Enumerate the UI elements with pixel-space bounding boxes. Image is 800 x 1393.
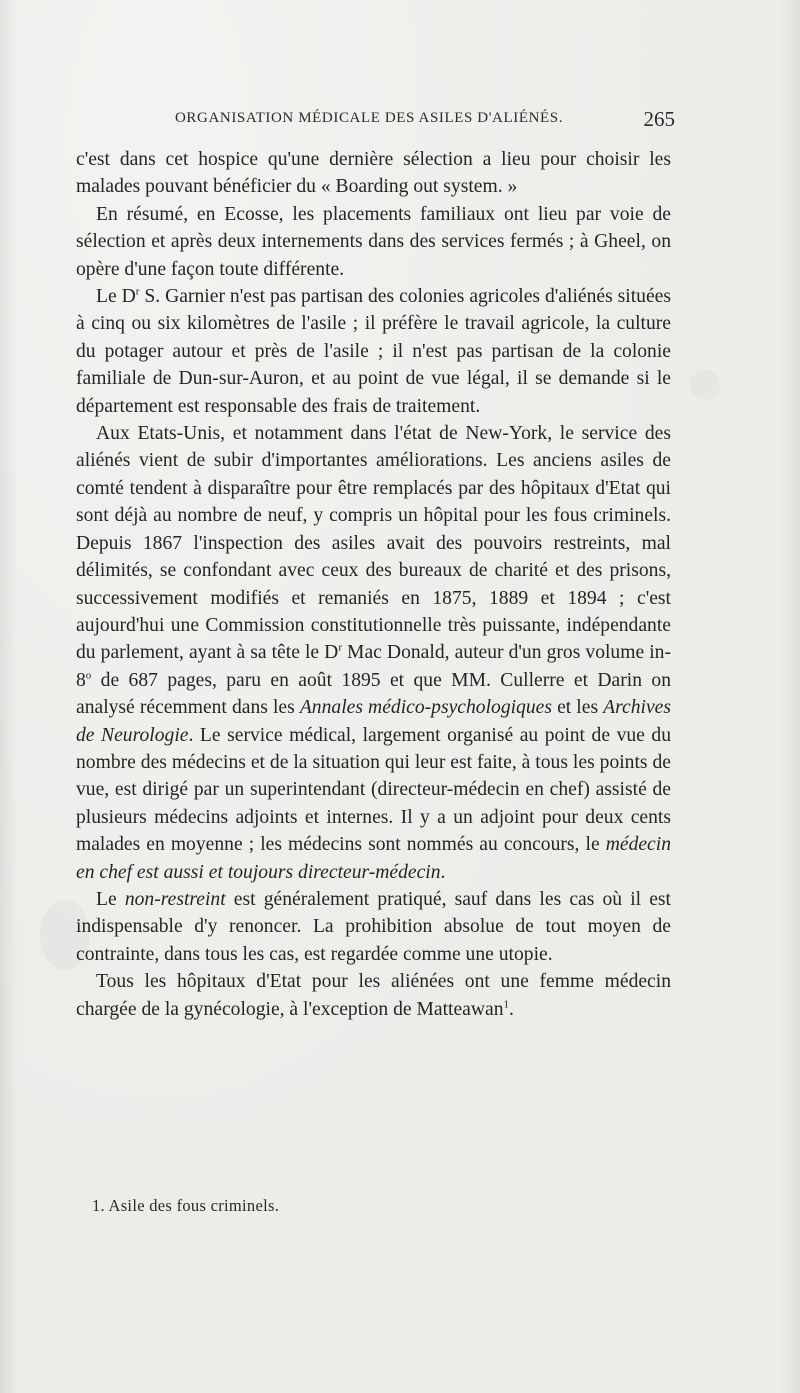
footnote-marker: 1. (92, 1196, 105, 1215)
paper-blemish (690, 370, 720, 400)
paragraph (76, 146, 671, 201)
text-run: Le D (96, 286, 136, 308)
text-run: c'est dans cet hospice qu'une dernière sélection a lieu pour choisir les malades pouvant bénéficier du « Boarding out system. » (76, 149, 671, 198)
text-run: . (440, 861, 446, 883)
text-run: Le (96, 888, 125, 910)
running-title: ORGANISATION MÉDICALE DES ASILES D'ALIÉNÉS. (175, 110, 564, 126)
superscript: r (135, 285, 140, 298)
text-run: Mac Donald, auteur d'un gros volume in-8 (76, 642, 671, 691)
text-run: . Le service médical, largement organisé au point de vue du nombre des médecins et de la situation qui leur est faite, à tous les points de vue, est dirigé par un superintendant (directeur-médecin en chef) assisté de plusieurs médecins adjoints et internes. Il y a un adjoint pour deux cents malades en moyenne ; les médecins sont nommés au concours, le (76, 724, 672, 856)
italic-text: médecin en chef est aussi et toujours directeur-médecin (76, 834, 671, 883)
italic-text: Archives de Neurologie (76, 697, 671, 746)
text-run: est généralement pratiqué, sauf dans les cas où il est indispensable d'y renoncer. La prohibition absolue de tout moyen de contrainte, dans tous les cas, est regardée comme une utopie. (76, 888, 671, 965)
page-number: 265 (643, 107, 675, 131)
paragraph (76, 283, 671, 420)
text-run: et les (551, 697, 604, 719)
superscript: r (338, 641, 342, 654)
paragraph (76, 886, 671, 968)
footnote (92, 1196, 279, 1216)
superscript: 1 (503, 998, 510, 1011)
body-text (76, 146, 671, 1023)
text-run: Tous les hôpitaux d'Etat pour les aliénées ont une femme médecin chargée de la gynécologie, à l'exception de Matteawan (76, 971, 671, 1020)
text-run: Aux Etats-Unis, et notamment dans l'état de New-York, le service des aliénés vient de subir d'importantes améliorations. Les anciens asiles de comté tendent à disparaître pour être remplacés par des hôpitaux d'Etat qui sont déjà au nombre de neuf, y compris un hôpital pour les fous criminels. Depuis 1867 l'inspection des asiles avait des pouvoirs restreints, mal délimités, se confondant avec ceux des bureaux de charité et des prisons, successivement modifiés et remaniés en 1875, 1889 et 1894 ; c'est aujourd'hui une Commission constitutionnelle très puissante, indépendante du parlement, ayant à sa tête le D (76, 423, 671, 664)
footnote-text: Asile des fous criminels. (108, 1196, 280, 1215)
text-run: S. Garnier n'est pas partisan des colonies agricoles d'aliénés situées à cinq ou six kilomètres de l'asile ; il préfère le travail agricole, la culture du potager autour et près de l'asile ; il n'est pas partisan de la colonie familiale de Dun-sur-Auron, et au point de vue légal, il se demande si le département est responsable des frais de traitement. (76, 286, 671, 417)
page-header (175, 107, 675, 136)
italic-text: non-restreint (124, 888, 226, 910)
paragraph (76, 968, 671, 1023)
paragraph (76, 201, 671, 283)
paragraph (76, 420, 671, 886)
text-run: En résumé, en Ecosse, les placements familiaux ont lieu par voie de sélection et après deux internements dans des services fermés ; à Gheel, on opère d'une façon toute différente. (76, 203, 671, 280)
text-run: . (509, 998, 514, 1020)
superscript: o (85, 669, 92, 682)
text-run: de 687 pages, paru en août 1895 et que MM. Cullerre et Darin on analysé récemment dans les (76, 669, 671, 719)
italic-text: Annales médico-psychologiques (299, 697, 552, 719)
